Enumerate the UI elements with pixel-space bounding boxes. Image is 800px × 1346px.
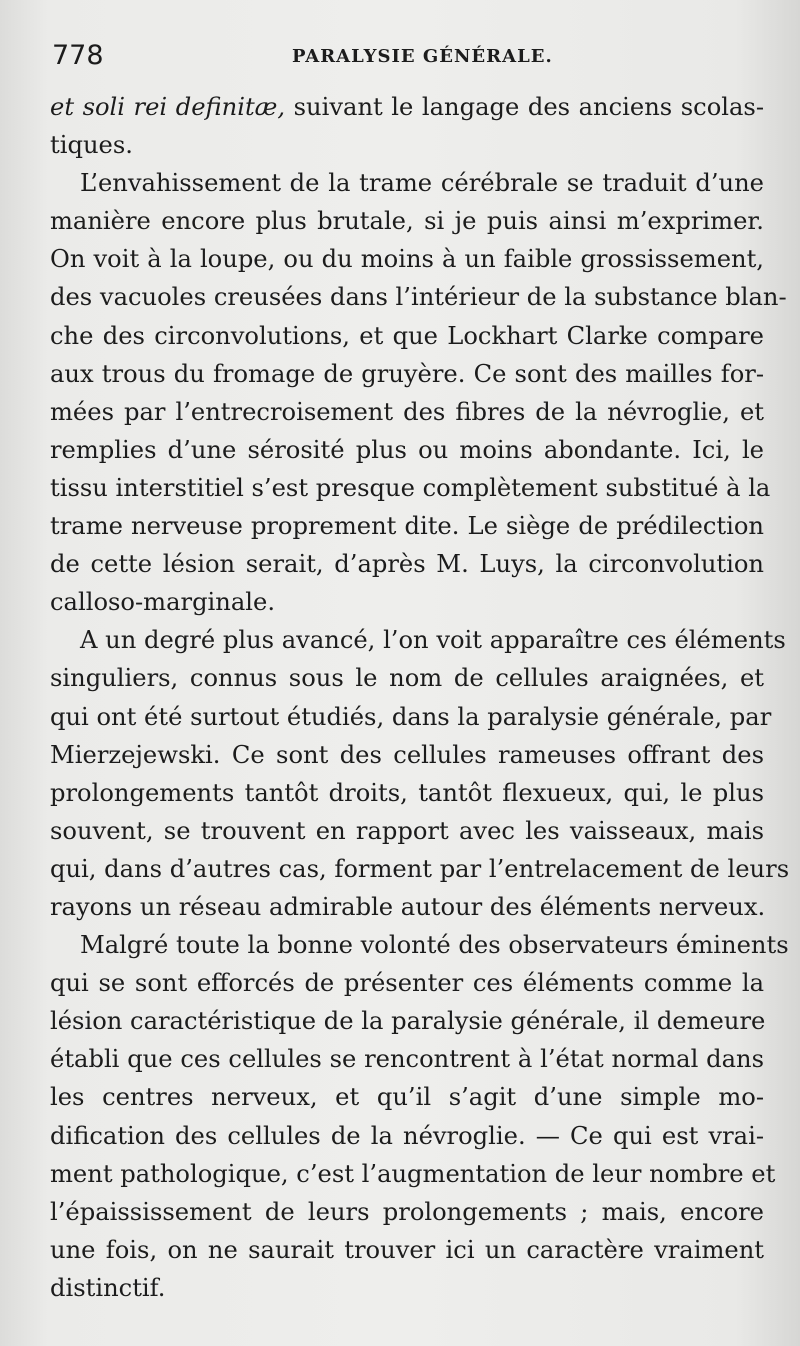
text-line [50,507,764,545]
text-line [50,1078,764,1116]
line-text: mées par l’entrecroisement des fibres de la névroglie, et [50,397,764,426]
text-line [50,355,764,393]
line-text: qui ont été surtout étudiés, dans la paralysie générale, par [50,702,772,731]
line-text: une fois, on ne saurait trouver ici un caractère vraiment [50,1235,764,1264]
text-line [50,278,787,316]
text-line [50,431,764,469]
text-line [50,583,764,621]
line-text: Mierzejewski. Ce sont des cellules rameuses offrant des [50,740,764,769]
line-text: manière encore plus brutale, si je puis ainsi m’exprimer. [50,207,764,236]
text-line [50,850,790,888]
running-title: PARALYSIE GÉNÉRALE. [292,46,553,67]
line-text: distinctif. [50,1273,166,1302]
text-line [50,1002,764,1040]
line-text: aux trous du fromage de gruyère. Ce sont des mailles for- [50,359,764,388]
text-line [50,469,771,507]
text-line [50,88,764,126]
line-text: lésion caractéristique de la paralysie générale, il demeure [50,1007,766,1036]
latin-phrase: et soli rei definitæ, [50,93,286,121]
line-text: dification des cellules de la névroglie. — Ce qui est vrai- [50,1121,764,1150]
page-number: 778 [52,40,104,71]
line-text: rayons un réseau admirable autour des éléments nerveux. [50,892,766,921]
paragraph-first-line [50,621,786,659]
line-text: l’épaississement de leurs prolongements ; mais, encore [50,1197,764,1226]
line-text: des vacuoles creusées dans l’intérieur de la substance blan- [50,283,787,312]
text-line [50,1040,764,1078]
text-line [50,1117,764,1155]
line-text: de cette lésion serait, d’après M. Luys, la circonvolution [50,550,764,579]
line-text: souvent, se trouvent en rapport avec les vaisseaux, mais [50,816,764,845]
text-line [50,698,772,736]
text-line [50,1193,764,1231]
line-text: tissu interstitiel s’est presque complètement substitué à la [50,473,771,502]
line-text: singuliers, connus sous le nom de cellules araignées, et [50,664,764,693]
text-line [50,202,764,240]
line-text: Malgré toute la bonne volonté des observateurs éminents [80,931,789,960]
text-line [50,393,764,431]
line-text: remplies d’une sérosité plus ou moins abondante. Ici, le [50,435,764,464]
line-text: trame nerveuse proprement dite. Le siège de prédilection [50,512,764,541]
text-body [50,88,790,1307]
paragraph-first-line [50,164,764,202]
line-text: prolongements tantôt droits, tantôt flexueux, qui, le plus [50,778,764,807]
line-text: les centres nerveux, et qu’il s’agit d’une simple mo- [50,1083,764,1112]
text-line [50,126,764,164]
line-text: qui se sont efforcés de présenter ces éléments comme la [50,969,764,998]
text-line [50,736,764,774]
text-line [50,240,764,278]
text-line [50,964,764,1002]
line-text: suivant le langage des anciens scolas- [285,93,764,121]
text-line [50,888,764,926]
text-line [50,812,764,850]
text-line [50,1269,764,1307]
line-text: ment pathologique, c’est l’augmentation de leur nombre et [50,1159,776,1188]
text-line [50,317,764,355]
text-line [50,545,764,583]
page-header [52,40,762,80]
line-text: calloso-marginale. [50,588,276,617]
line-text: établi que ces cellules se rencontrent à l’état normal dans [50,1045,764,1074]
paragraph-first-line [50,926,789,964]
line-text: che des circonvolutions, et que Lockhart Clarke compare [50,321,764,350]
text-line [50,1231,764,1269]
line-text: L’envahissement de la trame cérébrale se traduit d’une [80,169,764,198]
text-line [50,1155,776,1193]
text-line [50,659,764,697]
line-text: tiques. [50,131,133,160]
line-text: On voit à la loupe, ou du moins à un faible grossissement, [50,245,764,274]
line-text: A un degré plus avancé, l’on voit apparaître ces éléments [80,626,786,655]
text-line [50,774,764,812]
line-text: qui, dans d’autres cas, forment par l’entrelacement de leurs [50,854,790,883]
